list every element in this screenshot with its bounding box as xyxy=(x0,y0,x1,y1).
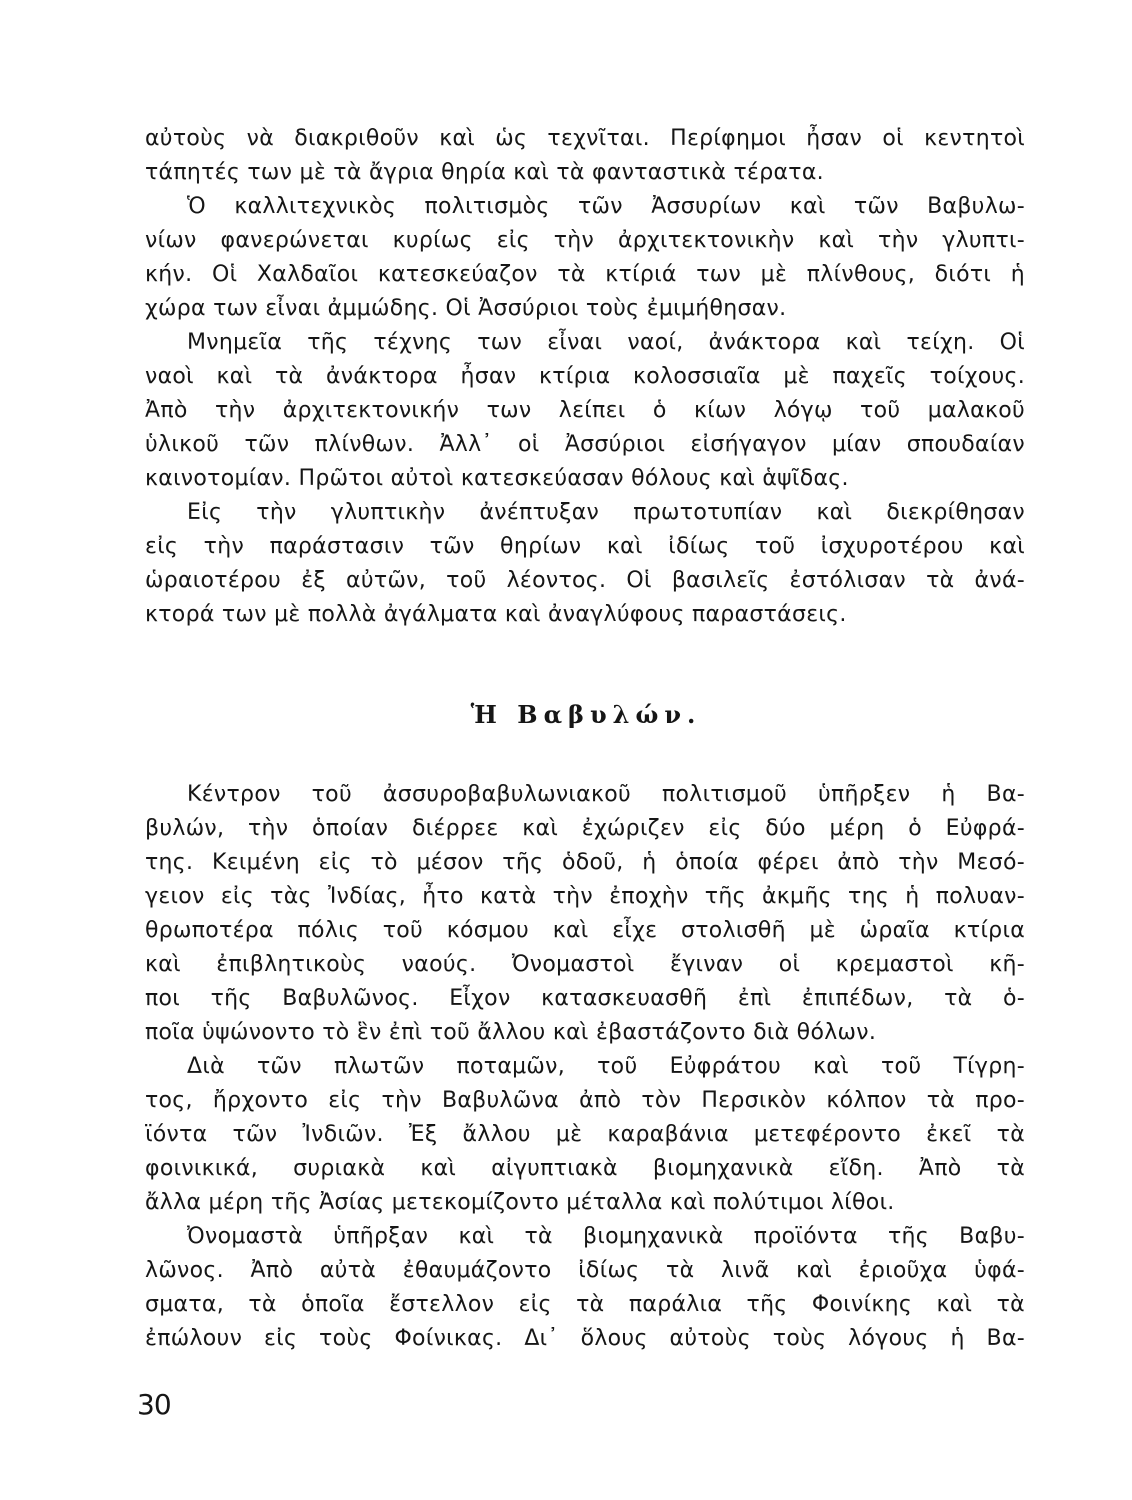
text-line: κτορά των μὲ πολλὰ ἀγάλματα καὶ ἀναγλύφους παραστάσεις. xyxy=(145,602,847,627)
text-line: εἰς τὴν παράστασιν τῶν θηρίων καὶ ἰδίως τοῦ ἰσχυροτέρου καὶ xyxy=(145,534,1025,559)
text-line: Ἀπὸ τὴν ἀρχιτεκτονικήν των λείπει ὁ κίων λόγῳ τοῦ μαλακοῦ xyxy=(145,398,1025,423)
text-line: καὶ ἐπιβλητικοὺς ναούς. Ὀνομαστοὶ ἔγιναν οἱ κρεμαστοὶ κῆ- xyxy=(145,952,1025,977)
text-line: ὑλικοῦ τῶν πλίνθων. Ἀλλ᾽ οἱ Ἀσσύριοι εἰσήγαγον μίαν σπουδαίαν xyxy=(145,432,1025,457)
text-line: λῶνος. Ἀπὸ αὐτὰ ἐθαυμάζοντο ἰδίως τὰ λινᾶ καὶ ἐριοῦχα ὑφά- xyxy=(145,1258,1025,1283)
text-line: βυλών, τὴν ὁποίαν διέρρεε καὶ ἐχώριζεν εἰς δύο μέρη ὁ Εὐφρά- xyxy=(145,816,1025,841)
text-line: της. Κειμένη εἰς τὸ μέσον τῆς ὁδοῦ, ἡ ὁποία φέρει ἀπὸ τὴν Μεσό- xyxy=(145,850,1025,875)
text-line: αὐτοὺς νὰ διακριθοῦν καὶ ὡς τεχνῖται. Περίφημοι ἦσαν οἱ κεντητοὶ xyxy=(145,126,1025,151)
text-line: Εἰς τὴν γλυπτικὴν ἀνέπτυξαν πρωτοτυπίαν καὶ διεκρίθησαν xyxy=(187,500,1025,525)
section-heading: Ἡ Βαβυλών. xyxy=(470,700,702,729)
text-line: ὡραιοτέρου ἐξ αὐτῶν, τοῦ λέοντος. Οἱ βασιλεῖς ἐστόλισαν τὰ ἀνά- xyxy=(145,568,1025,593)
text-line: ναοὶ καὶ τὰ ἀνάκτορα ἦσαν κτίρια κολοσσιαῖα μὲ παχεῖς τοίχους. xyxy=(145,364,1025,389)
text-line: κήν. Οἱ Χαλδαῖοι κατεσκεύαζον τὰ κτίριά των μὲ πλίνθους, διότι ἡ xyxy=(145,262,1025,287)
text-line: Ὀνομαστὰ ὑπῆρξαν καὶ τὰ βιομηχανικὰ προϊόντα τῆς Βαβυ- xyxy=(187,1224,1025,1249)
text-line: ποι τῆς Βαβυλῶνος. Εἶχον κατασκευασθῆ ἐπὶ ἐπιπέδων, τὰ ὁ- xyxy=(145,986,1025,1011)
text-line: χώρα των εἶναι ἀμμώδης. Οἱ Ἀσσύριοι τοὺς ἐμιμήθησαν. xyxy=(145,296,787,321)
text-line: σματα, τὰ ὁποῖα ἔστελλον εἰς τὰ παράλια τῆς Φοινίκης καὶ τὰ xyxy=(145,1292,1025,1317)
text-line: ϊόντα τῶν Ἰνδιῶν. Ἐξ ἄλλου μὲ καραβάνια μετεφέροντο ἐκεῖ τὰ xyxy=(145,1122,1025,1147)
text-line: Ὁ καλλιτεχνικὸς πολιτισμὸς τῶν Ἀσσυρίων καὶ τῶν Βαβυλω- xyxy=(187,194,1025,219)
text-line: Διὰ τῶν πλωτῶν ποταμῶν, τοῦ Εὐφράτου καὶ τοῦ Τίγρη- xyxy=(187,1054,1025,1079)
text-line: νίων φανερώνεται κυρίως εἰς τὴν ἀρχιτεκτονικὴν καὶ τὴν γλυπτι- xyxy=(145,228,1025,253)
text-line: ἐπώλουν εἰς τοὺς Φοίνικας. Δι᾽ ὅλους αὐτοὺς τοὺς λόγους ἡ Βα- xyxy=(145,1326,1025,1351)
text-line: καινοτομίαν. Πρῶτοι αὐτοὶ κατεσκεύασαν θόλους καὶ ἁψῖδας. xyxy=(145,466,849,491)
text-line: τος, ἤρχοντο εἰς τὴν Βαβυλῶνα ἀπὸ τὸν Περσικὸν κόλπον τὰ προ- xyxy=(145,1088,1025,1113)
paragraph-block-assyrian-art xyxy=(145,122,1025,632)
page-number: 30 xyxy=(137,1388,171,1421)
text-line: τάπητές των μὲ τὰ ἄγρια θηρία καὶ τὰ φανταστικὰ τέρατα. xyxy=(145,160,824,185)
paragraph-block-babylon xyxy=(145,778,1025,1356)
text-line: Κέντρον τοῦ ἀσσυροβαβυλωνιακοῦ πολιτισμοῦ ὑπῆρξεν ἡ Βα- xyxy=(187,782,1025,807)
text-line: φοινικικά, συριακὰ καὶ αἰγυπτιακὰ βιομηχανικὰ εἴδη. Ἀπὸ τὰ xyxy=(145,1156,1025,1181)
text-line: Μνημεῖα τῆς τέχνης των εἶναι ναοί, ἀνάκτορα καὶ τείχη. Οἱ xyxy=(187,330,1025,355)
text-line: ποῖα ὑψώνοντο τὸ ἓν ἐπὶ τοῦ ἄλλου καὶ ἐβαστάζοντο διὰ θόλων. xyxy=(145,1020,877,1045)
text-line: ἄλλα μέρη τῆς Ἀσίας μετεκομίζοντο μέταλλα καὶ πολύτιμοι λίθοι. xyxy=(145,1190,895,1215)
text-line: γειον εἰς τὰς Ἰνδίας, ἦτο κατὰ τὴν ἐποχὴν τῆς ἀκμῆς της ἡ πολυαν- xyxy=(145,884,1025,909)
text-line: θρωποτέρα πόλις τοῦ κόσμου καὶ εἶχε στολισθῆ μὲ ὡραῖα κτίρια xyxy=(145,918,1025,943)
